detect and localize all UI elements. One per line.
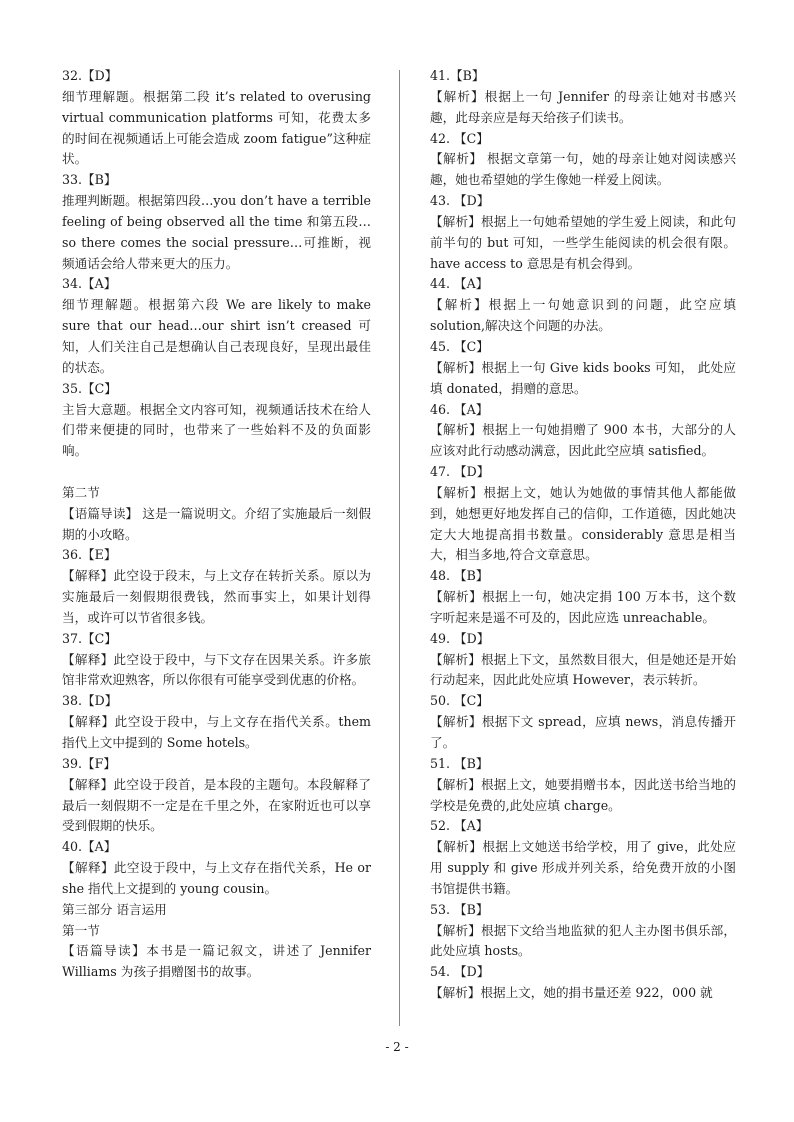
explanation-32: 细节理解题。根据第二段 it’s related to overusing virtual communication platforms 可知，花费太多的时间在视频通话上可能会造成 zoom fatigue”这种症状。	[62, 88, 371, 167]
explanation-38: 【解释】此空设于段中，与上文存在指代关系。them 指代上文中提到的 Some hotels。	[62, 714, 371, 750]
explanation-51: 【解析】根据上文，她要捐赠书本，因此送书给当地的学校是免费的,此处应填 charge。	[430, 776, 736, 813]
section-heading: 第一节	[62, 922, 100, 938]
explanation-52: 【解析】根据上文她送书给学校，用了 give，此处应用 supply 和 give 形成并列关系，给免费开放的小图书馆提供书籍。	[430, 839, 736, 896]
explanation-47: 【解析】根据上文，她认为她做的事情其他人都能做到，她想更好地发挥自己的信仰，工作道德，因此她决定大大地提高捐书数量。considerably 意思是相当大，相当多地,符合文章意思。	[430, 484, 736, 563]
passage-intro: 【语篇导读】 这是一篇说明文。介绍了实施最后一刻假期的小攻略。	[62, 505, 371, 542]
explanation-41: 【解析】根据上一句 Jennifer 的母亲让她对书感兴趣，此母亲应是每天给孩子们读书。	[430, 88, 736, 125]
answer-34: 34.【A】	[62, 276, 117, 292]
answer-52: 52. 【A】	[430, 818, 489, 834]
explanation-35: 主旨大意题。根据全文内容可知，视频通话技术在给人们带来便捷的同时，也带来了一些始料不及的负面影响。	[62, 401, 371, 459]
page-number: - 2 -	[385, 1040, 409, 1054]
explanation-43: 【解析】根据上一句她希望她的学生爱上阅读，和此句前半句的 but 可知，一些学生能阅读的机会很有限。have access to 意思是有机会得到。	[430, 213, 736, 271]
explanation-54: 【解析】根据上文，她的捐书量还差 922，000 就	[430, 985, 713, 1001]
explanation-42: 【解析】 根据文章第一句，她的母亲让她对阅读感兴趣，她也希望她的学生像她一样爱上阅读。	[430, 151, 736, 188]
answer-41: 41.【B】	[430, 68, 485, 83]
answer-51: 51. 【B】	[430, 755, 489, 771]
answer-46: 46. 【A】	[430, 401, 489, 417]
explanation-49: 【解析】根据上下文，虽然数目很大，但是她还是开始行动起来，因此此处应填 However，表示转折。	[430, 651, 736, 688]
answer-39: 39.【F】	[62, 755, 116, 771]
explanation-48: 【解析】根据上一句，她决定捐 100 万本书，这个数字听起来是遥不可及的，因此应选 unreachable。	[430, 589, 736, 625]
explanation-39: 【解释】此空设于段首，是本段的主题句。本段解释了最后一刻假期不一定是在千里之外，在家附近也可以享受到假期的快乐。	[62, 776, 371, 834]
answer-53: 53. 【B】	[430, 901, 489, 917]
explanation-50: 【解析】根据下文 spread，应填 news，消息传播开了。	[430, 714, 736, 750]
answer-43: 43. 【D】	[430, 193, 490, 209]
explanation-33: 推理判断题。根据第四段…you don’t have a terrible feeling of being observed all the time 和第五段…so there comes the social pressure…可推断，视频通话会给人带来更大的压力。	[62, 193, 371, 271]
passage-intro: 【语篇导读】本书是一篇记叙文，讲述了 Jennifer Williams 为孩子捐赠图书的故事。	[62, 943, 371, 980]
explanation-37: 【解释】此空设于段中，与下文存在因果关系。许多旅馆非常欢迎熟客，所以你很有可能享受到优惠的价格。	[62, 651, 371, 688]
answer-49: 49. 【D】	[430, 630, 490, 646]
answer-47: 47. 【D】	[430, 464, 490, 480]
answer-40: 40.【A】	[62, 839, 117, 855]
section-heading: 第二节	[62, 484, 100, 500]
explanation-34: 细节理解题。根据第六段 We are likely to make sure that our head…our shirt isn’t creased 可知，人们关注自己是想确认自己表现良好，呈现出最佳的状态。	[62, 297, 371, 375]
explanation-46: 【解析】根据上一句她捐赠了 900 本书，大部分的人应该对此行动感动满意，因此此空应填 satisfied。	[430, 422, 736, 459]
explanation-36: 【解释】此空设于段末，与上文存在转折关系。原以为实施最后一刻假期很费钱，然而事实上，如果计划得当，或许可以节省很多钱。	[62, 568, 371, 625]
explanation-45: 【解析】根据上一句 Give kids books 可知， 此处应填 donated，捐赠的意思。	[430, 359, 736, 396]
column-divider	[399, 70, 400, 1026]
answer-37: 37.【C】	[62, 630, 117, 646]
right-column	[430, 66, 736, 1004]
answer-38: 38.【D】	[62, 693, 118, 709]
explanation-40: 【解释】此空设于段中，与上文存在指代关系，He or she 指代上文提到的 young cousin。	[62, 860, 371, 896]
left-column	[62, 66, 371, 983]
answer-35: 35.【C】	[62, 380, 117, 396]
answer-54: 54. 【D】	[430, 964, 490, 980]
answer-32: 32.【D】	[62, 68, 118, 83]
answer-50: 50. 【C】	[430, 693, 489, 709]
answer-44: 44. 【A】	[430, 276, 489, 292]
part-heading: 第三部分 语言运用	[62, 901, 167, 917]
explanation-44: 【解析】根据上一句她意识到的问题，此空应填 solution,解决这个问题的办法。	[430, 297, 736, 334]
answer-45: 45. 【C】	[430, 338, 489, 354]
answer-42: 42. 【C】	[430, 130, 489, 146]
answer-33: 33.【B】	[62, 172, 117, 188]
answer-36: 36.【E】	[62, 547, 117, 563]
explanation-53: 【解析】根据下文给当地监狱的犯人主办图书俱乐部，此处应填 hosts。	[430, 922, 736, 959]
answer-48: 48. 【B】	[430, 568, 489, 584]
